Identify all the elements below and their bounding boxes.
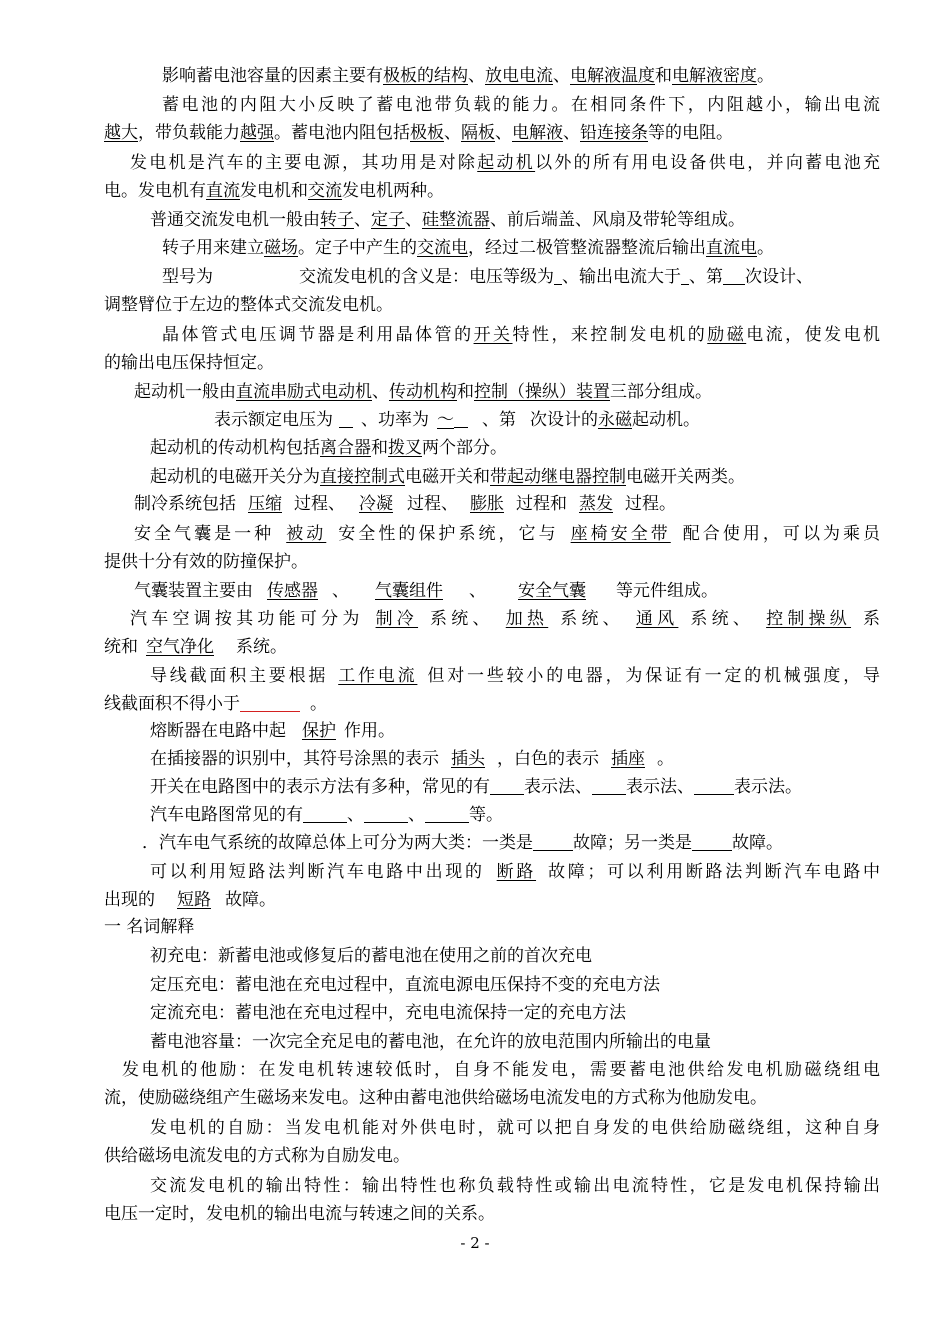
paragraph-regulator-line2: 的输出电压保持恒定。 xyxy=(104,353,274,373)
definition-battery-capacity: 蓄电池容量：一次完全充足电的蓄电池，在允许的放电范围内所输出的电量 xyxy=(150,1032,711,1052)
definition-constant-voltage-charge: 定压充电：蓄电池在充电过程中，直流电源电压保持不变的充电方法 xyxy=(150,975,660,995)
paragraph-short-open-circuit-line1: 可以利用短路法判断汽车电路中出现的 断路 故障；可以利用断路法判断汽车电路中 xyxy=(150,862,880,882)
page-number: - 2 - xyxy=(460,1234,490,1252)
paragraph-short-open-circuit-line2: 出现的 短路 故障。 xyxy=(104,890,276,910)
definition-self-excitation-line1: 发电机的自励：当发电机能对外供电时，就可以把自身发的电供给励磁绕组，这种自身 xyxy=(150,1118,880,1138)
paragraph-starter-switch: 起动机的电磁开关分为直接控制式电磁开关和带起动继电器控制电磁开关两类。 xyxy=(150,467,745,487)
paragraph-generator-line2: 电。发电机有直流发电机和交流发电机两种。 xyxy=(104,181,444,201)
paragraph-connector: 在插接器的识别中，其符号涂黑的表示 插头 ，白色的表示 插座 。 xyxy=(150,749,674,769)
paragraph-switch-notation: 开关在电路图中的表示方法有多种，常见的有 表示法、 表示法、 表示法。 xyxy=(150,777,802,797)
definition-initial-charge: 初充电：新蓄电池或修复后的蓄电池在使用之前的首次充电 xyxy=(150,946,592,966)
paragraph-generator-line1: 发电机是汽车的主要电源，其功用是对除起动机以外的所有用电设备供电，并向蓄电池充 xyxy=(130,153,880,173)
paragraph-refrigeration: 制冷系统包括 压缩 过程、 冷凝 过程、 膨胀 过程和 蒸发 过程。 xyxy=(134,494,676,514)
paragraph-circuit-diagrams: 汽车电路图常见的有 、 、 等。 xyxy=(150,805,503,825)
paragraph-air-conditioning-line2: 统和 空气净化 系统。 xyxy=(104,637,287,657)
paragraph-fault-types: ．汽车电气系统的故障总体上可分为两大类：一类是 故障；另一类是 故障。 xyxy=(142,833,783,853)
paragraph-starter-composition: 起动机一般由直流串励式电动机、传动机构和控制（操纵）装置三部分组成。 xyxy=(134,382,712,402)
definition-output-characteristic-line1: 交流发电机的输出特性：输出特性也称负载特性或输出电流特性，它是发电机保持输出 xyxy=(150,1176,880,1196)
paragraph-internal-resistance-line1: 蓄电池的内阻大小反映了蓄电池带负载的能力。在相同条件下，内阻越小，输出电流 xyxy=(162,95,880,115)
definition-self-excitation-line2: 供给磁场电流发电的方式称为自励发电。 xyxy=(104,1146,410,1166)
paragraph-starter-transmission: 起动机的传动机构包括离合器和拨叉两个部分。 xyxy=(150,438,507,458)
definition-constant-current-charge: 定流充电：蓄电池在充电过程中，充电电流保持一定的充电方法 xyxy=(150,1003,626,1023)
paragraph-internal-resistance-line2: 越大，带负载能力越强。蓄电池内阻包括极板、隔板、电解液、铅连接条等的电阻。 xyxy=(104,123,733,143)
paragraph-airbag-line1: 安全气囊是一种 被动 安全性的保护系统，它与 座椅安全带 配合使用，可以为乘员 xyxy=(134,524,880,544)
paragraph-rotor: 转子用来建立磁场。定子中产生的交流电，经过二极管整流器整流后输出直流电。 xyxy=(162,238,774,258)
paragraph-regulator-line1: 晶体管式电压调节器是利用晶体管的开关特性，来控制发电机的励磁电流，使发电机 xyxy=(162,325,880,345)
definition-output-characteristic-line2: 电压一定时，发电机的输出电流与转速之间的关系。 xyxy=(104,1204,495,1224)
paragraph-ac-generator-parts: 普通交流发电机一般由转子、定子、硅整流器、前后端盖、风扇及带轮等组成。 xyxy=(150,210,745,230)
section-heading-term-definitions: 一 名词解释 xyxy=(104,917,195,937)
definition-separate-excitation-line1: 发电机的他励：在发电机转速较低时，自身不能发电，需要蓄电池供给发电机励磁绕组电 xyxy=(122,1060,880,1080)
paragraph-wire-section-line2: 线截面积不得小于 。 xyxy=(104,694,327,714)
paragraph-airbag-device: 气囊装置主要由 传感器 、 气囊组件 、 安全气囊 等元件组成。 xyxy=(134,581,718,601)
paragraph-battery-capacity-factors: 影响蓄电池容量的因素主要有极板的结构、放电电流、电解液温度和电解液密度。 xyxy=(162,66,774,86)
paragraph-fuse: 熔断器在电路中起 保护 作用。 xyxy=(150,721,395,741)
paragraph-wire-section-line1: 导线截面积主要根据 工作电流 但对一些较小的电器，为保证有一定的机械强度，导 xyxy=(150,666,880,686)
paragraph-air-conditioning-line1: 汽车空调按其功能可分为 制冷 系统、 加热 系统、 通风 系统、 控制操纵 系 xyxy=(130,609,880,629)
paragraph-model-number-line1: 型号为 交流发电机的含义是：电压等级为 、输出电流大于 、第 次设计、 xyxy=(162,267,813,287)
paragraph-model-number-line2: 调整臂位于左边的整体式交流发电机。 xyxy=(104,295,393,315)
definition-separate-excitation-line2: 流，使励磁绕组产生磁场来发电。这种由蓄电池供给磁场电流发电的方式称为他励发电。 xyxy=(104,1088,767,1108)
paragraph-airbag-line2: 提供十分有效的防撞保护。 xyxy=(104,552,308,572)
paragraph-starter-model: 表示额定电压为 、功率为 ～ 、第 次设计的永磁起动机。 xyxy=(214,410,700,430)
